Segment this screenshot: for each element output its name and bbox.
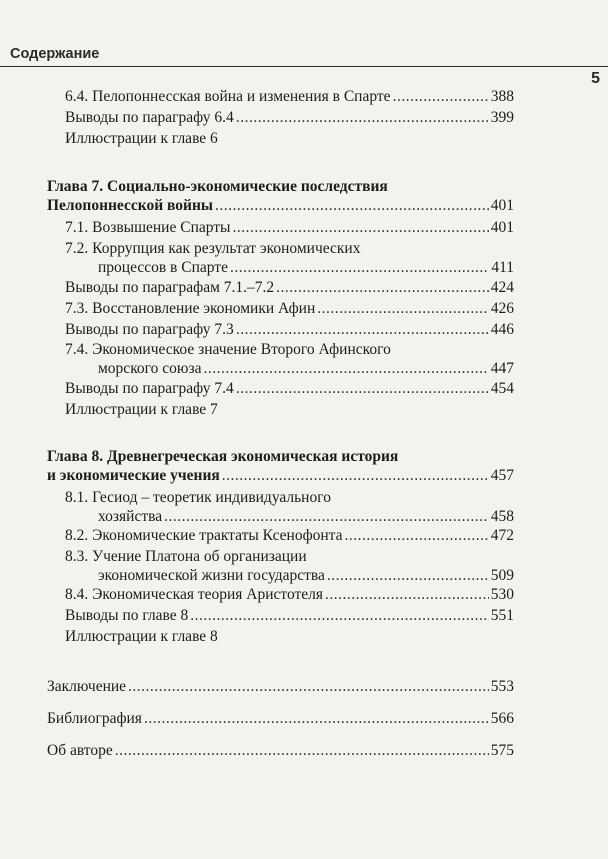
dot-leader (325, 585, 489, 604)
toc-page-number: 424 (490, 279, 514, 296)
toc-entry-title: Заключение (47, 678, 127, 695)
dot-leader (327, 566, 489, 585)
toc-entry-title: 8.2. Экономические трактаты Ксенофонта (65, 527, 343, 544)
toc-entry-title: Выводы по главе 8 (65, 607, 189, 624)
toc-entry-title: Выводы по параграфу 7.4 (65, 380, 234, 397)
toc-entry-title: Глава 7. Социально-экономические последствия (47, 178, 388, 195)
toc-page-number: 454 (490, 380, 514, 397)
toc-entry (47, 709, 514, 728)
toc-entry-title: 7.1. Возвышение Спарты (65, 219, 231, 236)
toc-entry-title: 7.3. Восстановление экономики Афин (65, 300, 316, 317)
page-number: 5 (591, 70, 600, 87)
toc-entry (65, 239, 514, 277)
toc-entry (47, 677, 514, 696)
toc-entry (65, 585, 514, 604)
dot-leader (345, 526, 489, 545)
dot-leader (215, 196, 489, 215)
toc-entry (65, 547, 514, 585)
toc-entry-title: 7.2. Коррупция как результат экономических (65, 240, 361, 257)
toc-entry-title-cont: экономической жизни государства (98, 567, 325, 584)
toc-entry-title: Выводы по параграфу 6.4 (65, 109, 234, 126)
toc-page-number: 530 (490, 586, 514, 603)
toc-entry-title-cont: Пелопоннесской войны (47, 197, 214, 214)
toc-entry (65, 299, 514, 318)
dot-leader (164, 507, 489, 526)
toc-entry (65, 278, 514, 297)
toc-entry-title: Иллюстрации к главе 8 (65, 628, 218, 645)
toc-entry-title-cont: процессов в Спарте (98, 259, 228, 276)
dot-leader (128, 677, 489, 696)
toc-entry-title-cont: морского союза (98, 360, 202, 377)
toc-chapter-entry (47, 447, 514, 485)
toc-page-number: 447 (490, 360, 514, 377)
toc-page-number: 457 (490, 467, 514, 484)
dot-leader (204, 359, 489, 378)
dot-leader (317, 299, 488, 318)
toc-entry (65, 129, 218, 148)
toc-entry (65, 488, 514, 526)
dot-leader (236, 379, 489, 398)
toc-entry-title: 8.3. Учение Платона об организации (65, 548, 307, 565)
toc-entry-title: Выводы по параграфу 7.3 (65, 321, 234, 338)
toc-page-number: 551 (490, 607, 514, 624)
toc-entry-title: 7.4. Экономическое значение Второго Афинского (65, 341, 391, 358)
toc-entry-title: 6.4. Пелопоннесская война и изменения в Спарте (65, 88, 391, 105)
toc-page-number: 472 (490, 527, 514, 544)
dot-leader (393, 87, 489, 106)
dot-leader (222, 466, 489, 485)
toc-page-number: 426 (490, 300, 514, 317)
toc-entry-title: Библиография (47, 710, 142, 727)
toc-entry (65, 400, 218, 419)
toc-chapter-entry (47, 177, 514, 215)
toc-page-number: 401 (490, 197, 514, 214)
running-header: Содержание (10, 46, 100, 62)
toc-entry (65, 87, 514, 106)
toc-entry-title-cont: и экономические учения (47, 467, 220, 484)
toc-page-number: 458 (490, 508, 514, 525)
dot-leader (232, 218, 488, 237)
toc-page-number: 401 (490, 219, 514, 236)
header-rule (0, 66, 608, 67)
toc-page-number: 411 (491, 259, 514, 276)
toc-page-number: 446 (490, 321, 514, 338)
toc-page-number: 388 (490, 88, 514, 105)
toc-entry-title-cont: хозяйства (98, 508, 163, 525)
dot-leader (236, 108, 489, 127)
toc-entry-title: Глава 8. Древнегреческая экономическая история (47, 448, 399, 465)
toc-page-number: 553 (490, 678, 514, 695)
toc-entry (47, 741, 514, 760)
dot-leader (115, 741, 489, 760)
toc-entry (65, 320, 514, 339)
dot-leader (230, 258, 489, 277)
toc-page-number: 509 (490, 567, 514, 584)
toc-entry-title: Выводы по параграфам 7.1.–7.2 (65, 279, 275, 296)
toc-entry-title: Об авторе (47, 742, 113, 759)
toc-entry-title: 8.1. Гесиод – теоретик индивидуального (65, 489, 331, 506)
toc-entry (65, 340, 514, 378)
dot-leader (236, 320, 489, 339)
toc-entry (65, 606, 514, 625)
toc-entry (65, 627, 218, 646)
toc-page-number: 399 (490, 109, 514, 126)
toc-page-number: 566 (490, 710, 514, 727)
toc-entry-title: Иллюстрации к главе 7 (65, 401, 218, 418)
dot-leader (276, 278, 489, 297)
toc-entry (65, 379, 514, 398)
toc-entry-title: Иллюстрации к главе 6 (65, 130, 218, 147)
dot-leader (190, 606, 488, 625)
dot-leader (144, 709, 489, 728)
toc-entry-title: 8.4. Экономическая теория Аристотеля (65, 586, 324, 603)
toc-entry (65, 218, 514, 237)
toc-entry (65, 526, 514, 545)
toc-entry (65, 108, 514, 127)
toc-page-number: 575 (490, 742, 514, 759)
